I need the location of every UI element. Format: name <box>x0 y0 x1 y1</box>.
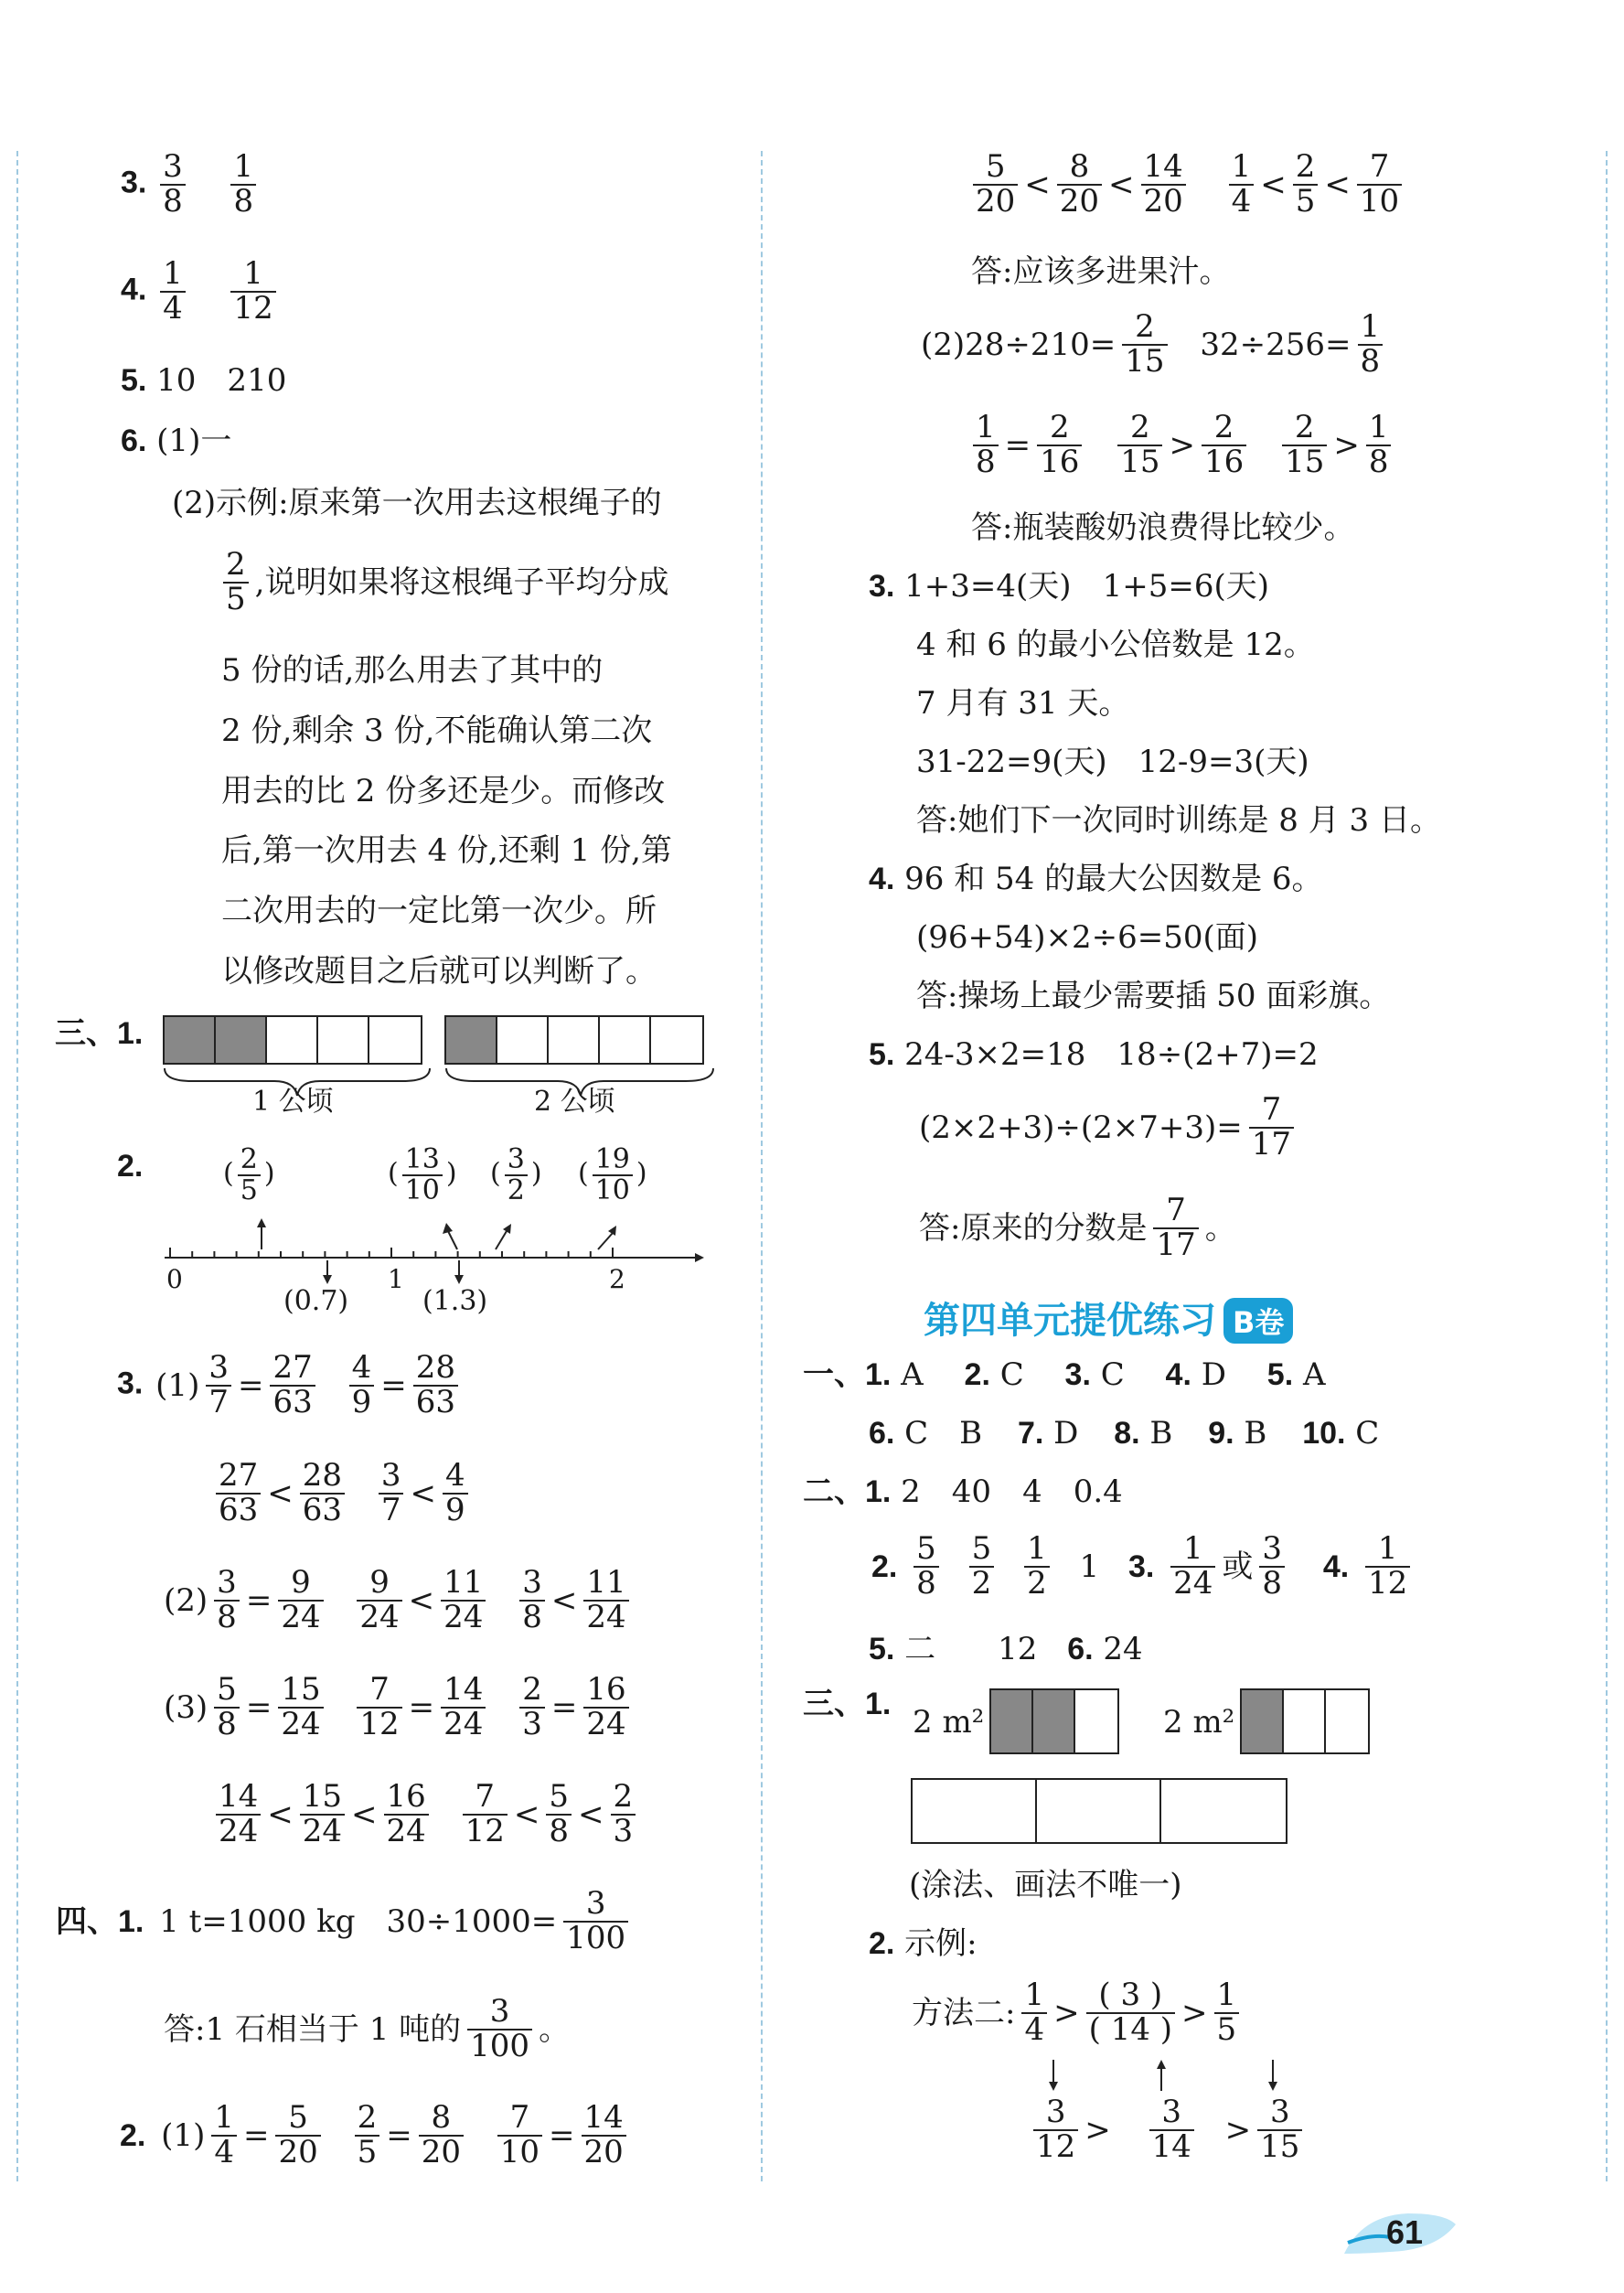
r-q3-l3: 7 月有 31 天。 <box>916 685 1130 722</box>
s2-row1: 二、1. 2 40 4 0.4 <box>803 1473 1123 1510</box>
q6-line: 二次用去的一定比第一次少。所 <box>221 893 657 929</box>
q3-3-compare: $\frac{14}{24}$ < $\frac{15}{24}$ < $\frac{16}{24}$ $\frac{7}{12}$ < $\frac{5}{8}$ < $\frac{2}{3}$ <box>212 1781 639 1848</box>
r-q5-l2: (2×2+3)÷(2×7+3)= $\frac{7}{17}$ <box>916 1094 1298 1161</box>
page-number: 61 <box>1386 2213 1424 2251</box>
section-title: 第四单元提优练习 B卷 <box>924 1291 1293 1344</box>
answer-line: 答:应该多进果汁。 <box>971 253 1231 290</box>
nl-label-2-5: ( $\frac{2}{5}$ ) <box>223 1143 275 1206</box>
nl-label-13-10: ( $\frac{13}{10}$ ) <box>388 1143 457 1206</box>
r-q5-ans: 答:原来的分数是 $\frac{7}{17}$ 。 <box>919 1192 1236 1263</box>
r-q3-l1: 3. 1+3=4(天) 1+5=6(天) <box>869 568 1269 605</box>
r-q3-l5: 答:她们下一次同时训练是 8 月 3 日。 <box>916 802 1441 839</box>
q4-row: 4. $\frac{1}{4}$ $\frac{1}{12}$ <box>121 258 280 325</box>
shaded-cell <box>1033 1690 1075 1752</box>
r3-compare: $\frac{1}{8}$ = $\frac{2}{16}$ $\frac{2}{15}$ > $\frac{2}{16}$ $\frac{2}{15}$ > $\frac{1}{8}$ <box>969 412 1394 478</box>
shaded-cell <box>1242 1690 1284 1752</box>
fraction: $\frac{1}{12}$ <box>230 258 275 325</box>
q3-row: 3. $\frac{3}{8}$ $\frac{1}{8}$ <box>121 151 260 218</box>
method-arrows <box>1033 2058 1308 2095</box>
fraction: $\frac{3}{8}$ <box>160 151 186 218</box>
nl-label-19-10: ( $\frac{19}{10}$ ) <box>578 1143 647 1206</box>
b-badge: B卷 <box>1223 1298 1293 1344</box>
r2-row: (2)28÷210= $\frac{2}{15}$ 32÷256= $\frac{1}{8}$ <box>918 311 1386 378</box>
r-q4-l1: 4. 96 和 54 的最大公因数是 6。 <box>869 861 1323 897</box>
s2-row3: 5. 二 12 6. 24 <box>869 1631 1143 1667</box>
area-label-a: 2 m² <box>913 1704 985 1741</box>
q3-1-row: 3. (1) $\frac{3}{7}$ = $\frac{27}{63}$ $\frac{4}{9}$ = $\frac{28}{63}$ <box>117 1352 462 1419</box>
note: (涂法、画法不唯一) <box>909 1867 1182 1903</box>
section-4-answer: 答:1 石相当于 1 吨的 $\frac{3}{100}$ 。 <box>164 1993 571 2064</box>
section-3-label: 三、1. <box>55 1016 144 1051</box>
area-bar-a <box>989 1688 1119 1754</box>
fraction: $\frac{1}{8}$ <box>230 151 256 218</box>
q2-label: 2. <box>117 1149 144 1184</box>
shaded-cell <box>991 1690 1033 1752</box>
r-q3-l2: 4 和 6 的最小公倍数是 12。 <box>916 627 1315 663</box>
r-q4-l3: 答:操场上最少需要插 50 面彩旗。 <box>916 978 1391 1014</box>
tick-2: 2 <box>609 1264 625 1294</box>
q3-2-row: (2) $\frac{3}{8}$ = $\frac{9}{24}$ $\frac{9}{24}$ < $\frac{11}{24}$ $\frac{3}{8}$ < $\frac{11}{24}$ <box>161 1567 633 1634</box>
q6-line: 5 份的话,那么用去了其中的 <box>221 652 604 689</box>
nl-label-3-2: ( $\frac{3}{2}$ ) <box>490 1143 542 1206</box>
section-4-row: 四、1. 1 t=1000 kg 30÷1000= $\frac{3}{100}$ <box>53 1888 632 1955</box>
answer-line: 答:瓶装酸奶浪费得比较少。 <box>971 509 1355 546</box>
q6-line: $\frac{2}{5}$ ,说明如果将这根绳子平均分成 <box>219 549 671 616</box>
shaded-cell <box>165 1017 216 1063</box>
s1-row2: 6. C B 7. D 8. B 9. B 10. C <box>869 1415 1380 1452</box>
shaded-cell <box>446 1017 497 1063</box>
q6-line: 后,第一次用去 4 份,还剩 1 份,第 <box>221 832 672 869</box>
method-result: $\frac{3}{12}$ > $\frac{3}{14}$ > $\frac{3}{15}$ <box>1030 2096 1306 2163</box>
s1-row1: 一、1. A 2. C 3. C 4. D 5. A <box>803 1356 1326 1393</box>
q6-line: (2)示例:原来第一次用去这根绳子的 <box>172 485 662 521</box>
nl-label-1.3: (1.3) <box>422 1285 488 1317</box>
caption-1-hectare: 1 公顷 <box>252 1086 334 1118</box>
r-q3-l4: 31-22=9(天) 12-9=3(天) <box>916 744 1309 780</box>
fraction: $\frac{2}{5}$ <box>223 549 249 616</box>
r-q5-l1: 5. 24-3×2=18 18÷(2+7)=2 <box>869 1036 1319 1073</box>
section-4-q2: 2. (1) $\frac{1}{4}$ = $\frac{5}{20}$ $\frac{2}{5}$ = $\frac{8}{20}$ $\frac{7}{10}$ = $\frac{14}{20}$ <box>117 2102 630 2169</box>
nl-label-0.7: (0.7) <box>283 1285 349 1317</box>
q6-line: 2 份,剩余 3 份,不能确认第二次 <box>221 713 653 749</box>
shaded-cell <box>216 1017 267 1063</box>
s3-label: 三、1. <box>803 1687 892 1721</box>
hectare-bar-2 <box>444 1015 704 1065</box>
area-bar-c <box>911 1778 1287 1844</box>
q6-line: 以修改题目之后就可以判断了。 <box>221 953 657 990</box>
q3-3-row: (3) $\frac{5}{8}$ = $\frac{15}{24}$ $\frac{7}{12}$ = $\frac{14}{24}$ $\frac{2}{3}$ = $\frac{16}{24}$ <box>161 1674 633 1741</box>
area-bar-b <box>1240 1688 1370 1754</box>
r-q4-l2: (96+54)×2÷6=50(面) <box>916 919 1259 956</box>
caption-2-hectare: 2 公顷 <box>534 1086 615 1118</box>
tick-1: 1 <box>388 1264 404 1294</box>
s2-row2: 2. $\frac{5}{8}$ $\frac{5}{2}$ $\frac{1}{2}$ 1 3. $\frac{1}{24}$ 或 $\frac{3}{8}$ 4. $\frac{1}{12}$ <box>869 1533 1414 1600</box>
brace-svg <box>155 1065 722 1101</box>
area-label-b: 2 m² <box>1163 1704 1235 1741</box>
s3-q2: 2. 示例: <box>869 1925 978 1962</box>
tick-0: 0 <box>166 1264 183 1294</box>
q6-line: 用去的比 2 份多还是少。而修改 <box>221 773 666 809</box>
q3-1-compare: $\frac{27}{63}$ < $\frac{28}{63}$ $\frac{3}{7}$ < $\frac{4}{9}$ <box>212 1460 472 1527</box>
hectare-bar-1 <box>163 1015 422 1065</box>
q6-p1: 6. (1)一 <box>121 423 232 459</box>
q5-row: 5. 10 210 <box>121 362 287 399</box>
method-row: 方法二: $\frac{1}{4}$ > $\frac{( 3 )}{( 14 )}$ > $\frac{1}{5}$ <box>909 1979 1243 2046</box>
fraction: $\frac{1}{4}$ <box>160 258 186 325</box>
r1-compare: $\frac{5}{20}$ < $\frac{8}{20}$ < $\frac{14}{20}$ $\frac{1}{4}$ < $\frac{2}{5}$ < $\frac{7}{10}$ <box>969 151 1405 218</box>
